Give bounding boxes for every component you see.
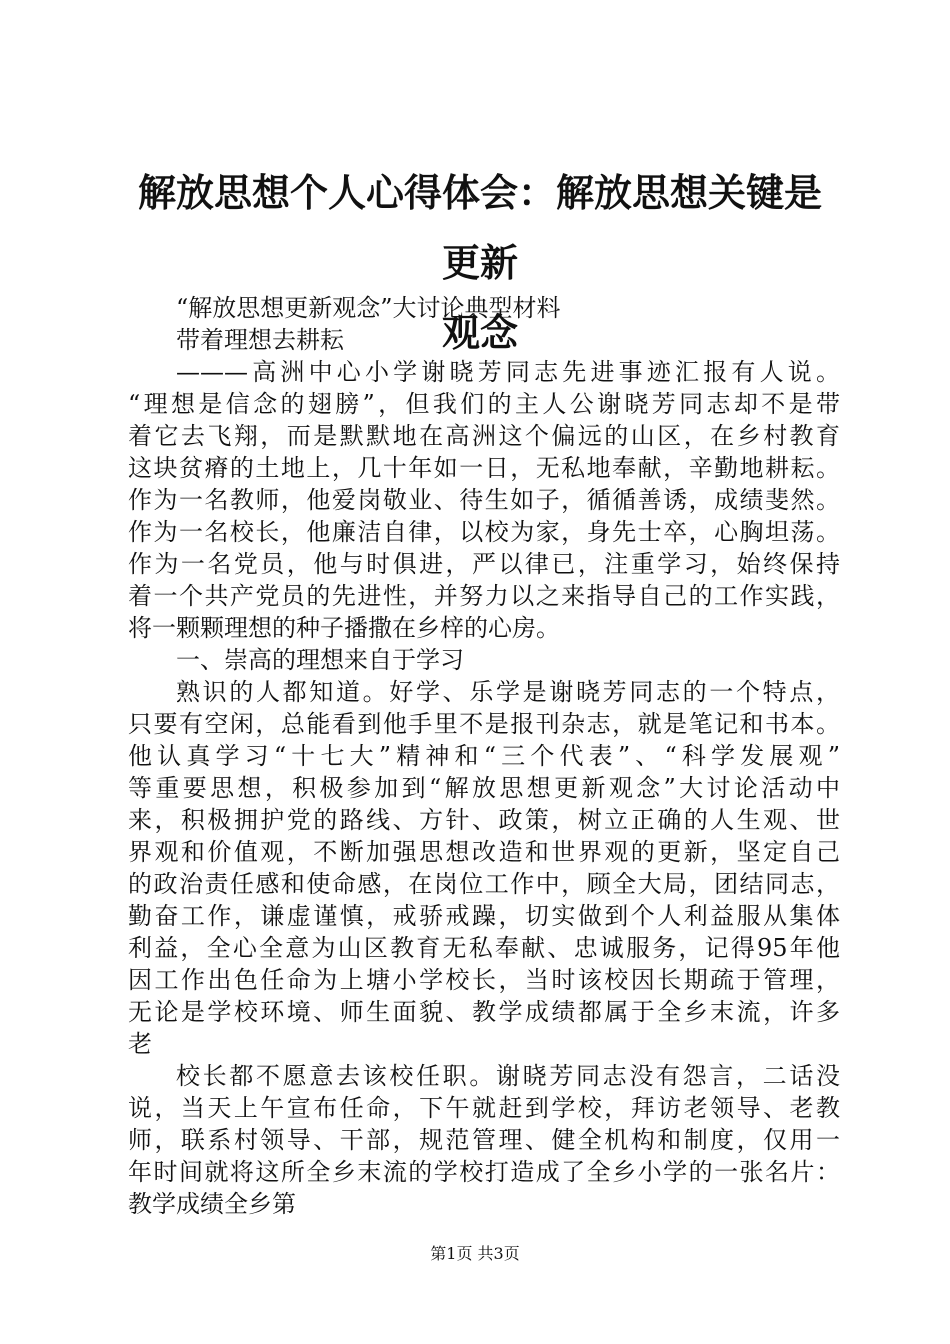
body-line: 说，当天上午宣布任命，下午就赶到学校，拜访老领导、老教	[128, 1094, 840, 1122]
body-line: 界观和价值观，不断加强思想改造和世界观的更新，坚定自己	[128, 838, 840, 866]
body-line: 因工作出色任命为上塘小学校长，当时该校因长期疏于管理，	[128, 966, 840, 994]
body-line: 熟识的人都知道。好学、乐学是谢晓芳同志的一个特点，	[176, 678, 840, 706]
body-line: “理想是信念的翅膀”，但我们的主人公谢晓芳同志却不是带	[128, 390, 840, 418]
body-line: 利益，全心全意为山区教育无私奉献、忠诚服务，记得95年他	[128, 934, 840, 962]
title-line-2: 观念	[441, 310, 518, 355]
body-line: 老	[128, 1030, 152, 1058]
body-line: 着一个共产党员的先进性，并努力以之来指导自己的工作实践，	[128, 582, 840, 610]
body-line: 等重要思想，积极参加到“解放思想更新观念”大讨论活动中	[128, 774, 840, 802]
body-line: 将一颗颗理想的种子播撒在乡梓的心房。	[128, 614, 560, 642]
body-line: 勤奋工作，谦虚谨慎，戒骄戒躁，切实做到个人利益服从集体	[128, 902, 840, 930]
document-body	[128, 292, 840, 1220]
body-line: 无论是学校环境、师生面貌、教学成绩都属于全乡末流，许多	[128, 998, 840, 1026]
body-line: 年时间就将这所全乡末流的学校打造成了全乡小学的一张名片：	[128, 1158, 840, 1186]
body-line: 教学成绩全乡第	[128, 1190, 296, 1218]
body-line: 作为一名教师，他爱岗敬业、待生如子，循循善诱，成绩斐然。	[128, 486, 840, 514]
body-line: 师，联系村领导、干部，规范管理、健全机构和制度，仅用一	[128, 1126, 840, 1154]
body-line: ———高洲中心小学谢晓芳同志先进事迹汇报有人说。	[176, 358, 840, 386]
body-line: 着它去飞翔，而是默默地在高洲这个偏远的山区，在乡村教育	[128, 422, 840, 450]
page-footer: 第1页 共3页	[430, 1244, 520, 1263]
body-line: 作为一名党员，他与时俱进，严以律已，注重学习，始终保持	[128, 550, 840, 578]
section-heading: 一、崇高的理想来自于学习	[176, 646, 464, 674]
body-line: 带着理想去耕耘	[176, 326, 344, 354]
body-line: “解放思想更新观念”大讨论典型材料	[176, 294, 561, 322]
body-line: 这块贫瘠的土地上，几十年如一日，无私地奉献，辛勤地耕耘。	[128, 454, 840, 482]
body-line: 他认真学习“十七大”精神和“三个代表”、“科学发展观”	[128, 742, 840, 770]
title-line-1: 解放思想个人心得体会：解放思想关键是更新	[137, 170, 822, 285]
body-line: 的政治责任感和使命感，在岗位工作中，顾全大局，团结同志，	[128, 870, 840, 898]
body-line: 校长都不愿意去该校任职。谢晓芳同志没有怨言，二话没	[176, 1062, 840, 1090]
body-line: 来，积极拥护党的路线、方针、政策，树立正确的人生观、世	[128, 806, 840, 834]
body-line: 只要有空闲，总能看到他手里不是报刊杂志，就是笔记和书本。	[128, 710, 840, 738]
body-line: 作为一名校长，他廉洁自律，以校为家，身先士卒，心胸坦荡。	[128, 518, 840, 546]
